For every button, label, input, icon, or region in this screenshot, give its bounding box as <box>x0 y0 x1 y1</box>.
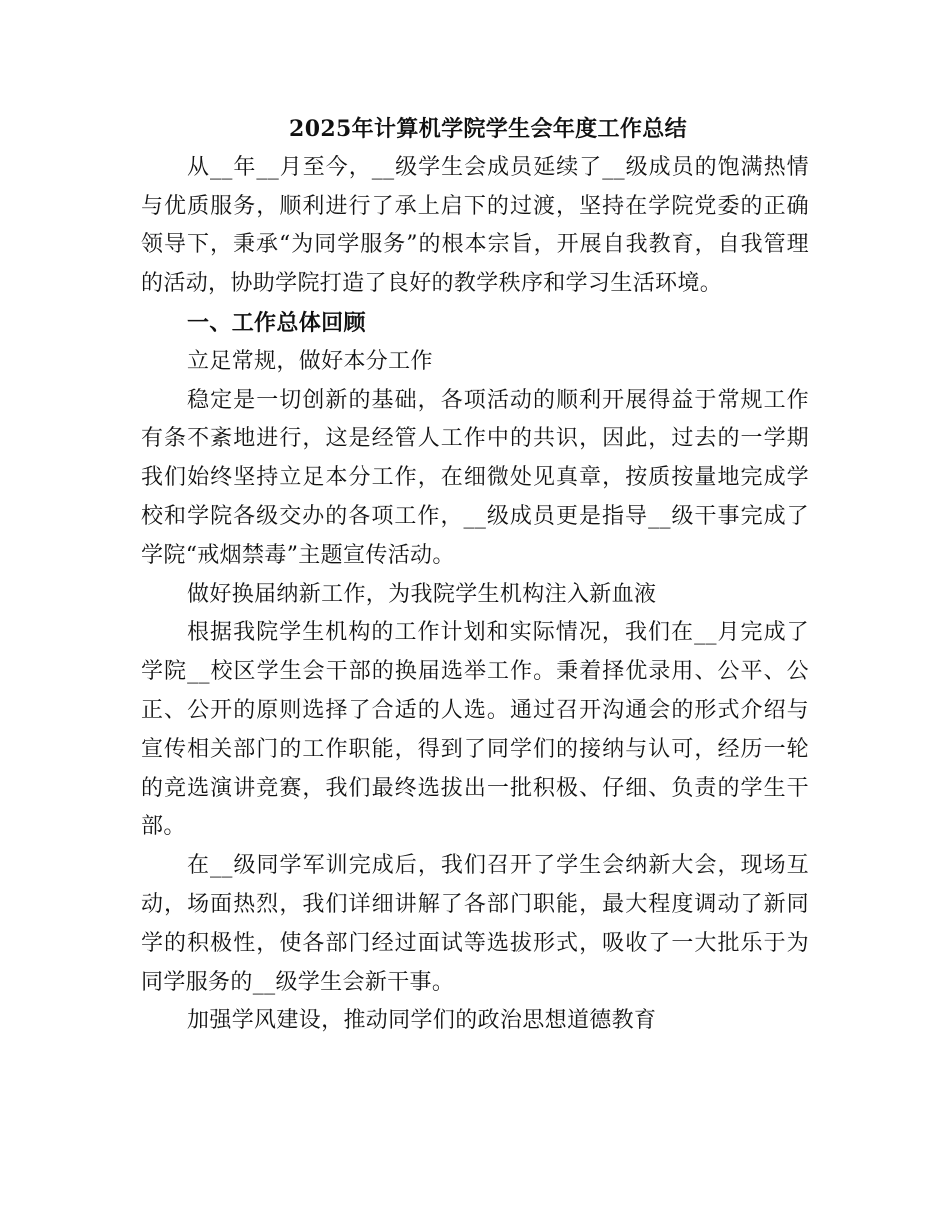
intro-paragraph: 从__年__月至今，__级学生会成员延续了__级成员的饱满热情与优质服务，顺利进行了承上启下的过渡，坚持在学院党委的正确领导下，秉承“为同学服务”的根本宗旨，开展自我教育，自我管理的活动，协助学院打造了良好的教学秩序和学习生活环境。 <box>141 154 809 297</box>
document-body <box>141 110 809 1041</box>
subheading-routine-work: 立足常规，做好本分工作 <box>187 348 433 374</box>
subheading-election: 做好换届纳新工作，为我院学生机构注入新血液 <box>187 581 657 607</box>
paragraph-recruitment: 在__级同学军训完成后，我们召开了学生会纳新大会，现场互动，场面热烈，我们详细讲解了各部门职能，最大程度调动了新同学的积极性，使各部门经过面试等选拔形式，吸收了一大批乐于为同学服务的__级学生会新干事。 <box>141 853 809 995</box>
paragraph-election: 根据我院学生机构的工作计划和实际情况，我们在__月完成了学院__校区学生会干部的换届选举工作。秉着择优录用、公平、公正、公开的原则选择了合适的人选。通过召开沟通会的形式介绍与宣传相关部门的工作职能，得到了同学们的接纳与认可，经历一轮的竞选演讲竞赛，我们最终选拔出一批积极、仔细、负责的学生干部。 <box>141 620 809 840</box>
subheading-study-style: 加强学风建设，推动同学们的政治思想道德教育 <box>187 1008 657 1034</box>
paragraph-routine-work: 稳定是一切创新的基础，各项活动的顺利开展得益于常规工作有条不紊地进行，这是经管人工作中的共识，因此，过去的一学期我们始终坚持立足本分工作，在细微处见真章，按质按量地完成学校和学院各级交办的各项工作，__级成员更是指导__级干事完成了学院“戒烟禁毒”主题宣传活动。 <box>141 387 809 568</box>
section-heading: 一、工作总体回顾 <box>187 309 366 336</box>
document-title: 2025年计算机学院学生会年度工作总结 <box>289 116 687 142</box>
